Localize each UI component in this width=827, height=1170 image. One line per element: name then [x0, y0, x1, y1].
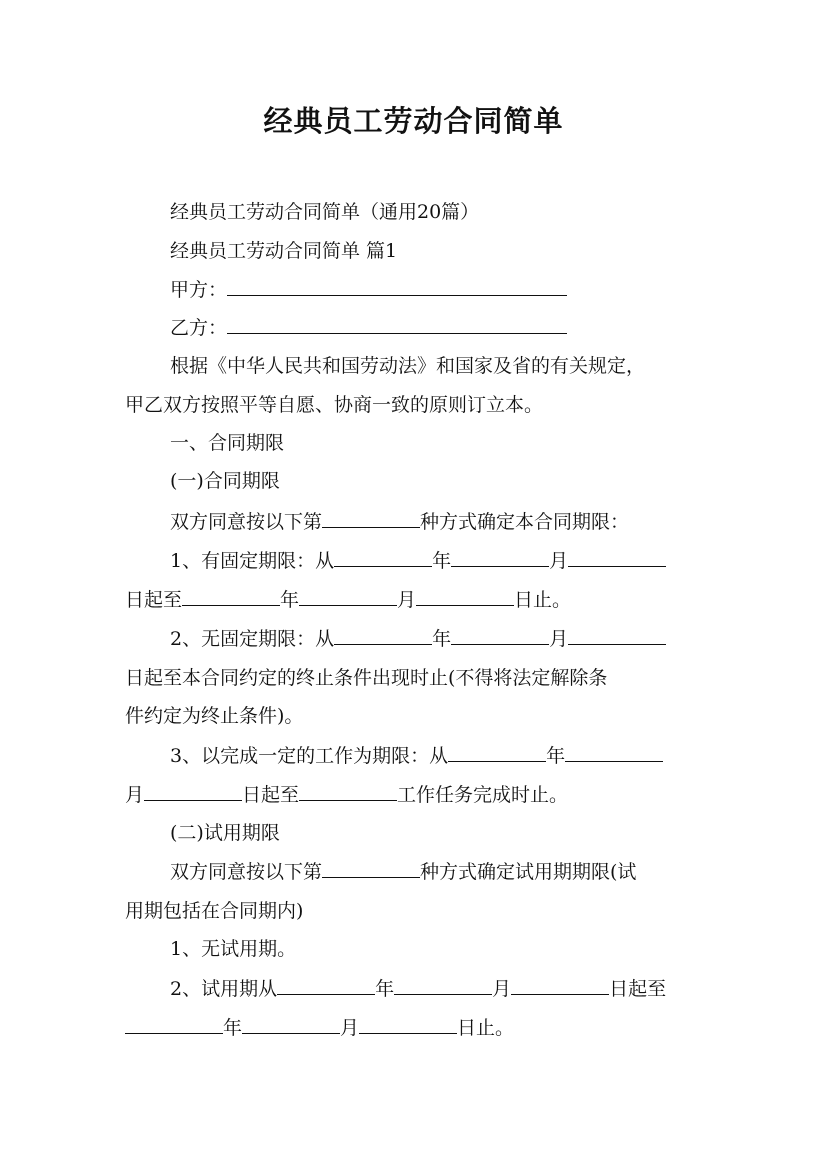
subtitle: 经典员工劳动合同简单（通用20篇）: [170, 201, 480, 223]
subheading-contract-term: (一)合同期限: [170, 470, 280, 492]
document-title: 经典员工劳动合同简单: [263, 104, 564, 138]
intro-line-1: 根据《中华人民共和国劳动法》和国家及省的有关规定，: [170, 355, 646, 377]
month-label: 月: [397, 589, 417, 611]
probation-period-line-2: [125, 1016, 514, 1040]
unfixed-term-text: 2、无固定期限：从: [170, 628, 335, 650]
month-label: 月: [549, 550, 569, 572]
year-label: 年: [546, 745, 566, 767]
section-heading: 经典员工劳动合同简单 篇1: [170, 240, 398, 262]
probation-choice-text-a: 双方同意按以下第: [170, 861, 323, 883]
party-a-blank: [227, 278, 567, 296]
task-month-blank-a: [565, 744, 663, 762]
term-choice-line: [170, 510, 629, 534]
task-end-text: 工作任务完成时止。: [397, 784, 569, 806]
probation-period-text: 2、试用期从: [170, 978, 278, 1000]
probation-end-text: 日止。: [457, 1017, 515, 1039]
probation-choice-blank: [322, 860, 420, 878]
intro-line-2: 甲乙双方按照平等自愿、协商一致的原则订立本。: [125, 394, 544, 416]
heading-probation: (二)试用期限: [170, 822, 280, 844]
probation-choice-line-1: [170, 860, 636, 884]
month-label: 月: [125, 784, 145, 806]
probation-end-year-blank: [125, 1016, 223, 1034]
probation-end-month-blank: [242, 1016, 340, 1034]
fixed-start-month-blank: [451, 549, 549, 567]
unfixed-term-line-3: 件约定为终止条件)。: [125, 705, 304, 727]
unfixed-day-blank: [568, 627, 666, 645]
probation-choice-text-b: 种方式确定试用期期限(试: [420, 861, 637, 883]
probation-start-month-blank: [394, 977, 492, 995]
fixed-start-year-blank: [334, 549, 432, 567]
fixed-term-text: 1、有固定期限：从: [170, 550, 335, 572]
month-label: 月: [340, 1017, 360, 1039]
no-probation-line: 1、无试用期。: [170, 938, 297, 960]
fixed-to-text: 日起至: [125, 589, 183, 611]
task-work-blank: [299, 783, 397, 801]
fixed-end-month-blank: [299, 588, 397, 606]
month-label: 月: [549, 628, 569, 650]
party-b-line: [170, 316, 567, 340]
task-year-blank: [448, 744, 546, 762]
task-term-line-1: [170, 744, 663, 768]
task-term-text: 3、以完成一定的工作为期限：从: [170, 745, 449, 767]
task-term-line-2: [125, 783, 568, 807]
party-a-line: [170, 278, 567, 302]
year-label: 年: [375, 978, 395, 1000]
probation-start-day-blank: [511, 977, 609, 995]
fixed-term-line-2: [125, 588, 571, 612]
probation-period-line-1: [170, 977, 666, 1001]
unfixed-year-blank: [334, 627, 432, 645]
year-label: 年: [280, 589, 300, 611]
party-b-label: 乙方：: [170, 317, 228, 339]
fixed-start-day-blank: [568, 549, 666, 567]
term-choice-blank: [322, 510, 420, 528]
term-choice-text-a: 双方同意按以下第: [170, 511, 323, 533]
probation-to-text: 日起至: [609, 978, 667, 1000]
year-label: 年: [432, 550, 452, 572]
probation-end-day-blank: [359, 1016, 457, 1034]
party-a-label: 甲方：: [170, 279, 228, 301]
party-b-blank: [227, 316, 567, 334]
unfixed-term-line-1: [170, 627, 666, 651]
fixed-term-line-1: [170, 549, 666, 573]
fixed-end-year-blank: [182, 588, 280, 606]
task-to-text: 日起至: [242, 784, 300, 806]
heading-contract-term: 一、合同期限: [170, 432, 285, 454]
task-day-blank: [144, 783, 242, 801]
probation-choice-line-2: 用期包括在合同期内): [125, 900, 304, 922]
year-label: 年: [223, 1017, 243, 1039]
unfixed-month-blank: [451, 627, 549, 645]
fixed-end-text: 日止。: [514, 589, 572, 611]
year-label: 年: [432, 628, 452, 650]
unfixed-term-line-2: 日起至本合同约定的终止条件出现时止(不得将法定解除条: [125, 667, 608, 689]
probation-start-year-blank: [277, 977, 375, 995]
fixed-end-day-blank: [416, 588, 514, 606]
month-label: 月: [492, 978, 512, 1000]
term-choice-text-b: 种方式确定本合同期限：: [420, 511, 630, 533]
